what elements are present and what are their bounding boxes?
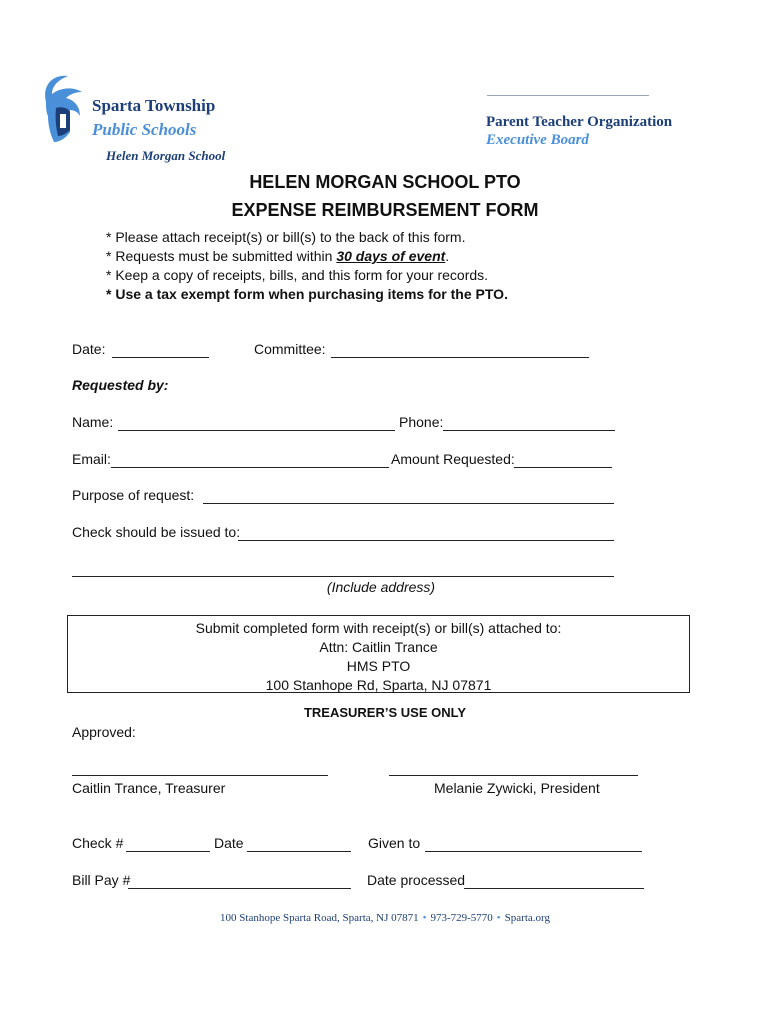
bill-pay-label: Bill Pay # — [72, 872, 131, 888]
name-label: Name: — [72, 414, 114, 430]
given-to-field[interactable] — [425, 851, 642, 852]
bill-pay-field[interactable] — [128, 888, 351, 889]
date-processed-label: Date processed — [367, 872, 466, 888]
amount-field[interactable] — [514, 467, 612, 468]
footer-phone: 973-729-5770 — [430, 912, 493, 924]
treasurer-heading: TREASURER’S USE ONLY — [303, 705, 467, 720]
date-label: Date: — [72, 341, 106, 357]
footer-site[interactable]: Sparta.org — [504, 912, 550, 924]
purpose-field[interactable] — [203, 503, 614, 504]
submit-line1: Submit completed form with receipt(s) or bill(s) attached to: — [195, 620, 562, 636]
email-field[interactable] — [111, 467, 389, 468]
include-address-note: (Include address) — [326, 579, 436, 595]
instructions — [106, 228, 508, 304]
president-signature-label: Melanie Zywicki, President — [434, 780, 600, 796]
instruction-4: * Use a tax exempt form when purchasing items for the PTO. — [106, 286, 508, 302]
submit-line2: Attn: Caitlin Trance — [319, 639, 438, 655]
requested-by-heading: Requested by: — [72, 377, 169, 393]
footer-separator: • — [496, 912, 501, 924]
phone-label: Phone: — [399, 414, 444, 430]
treasurer-date-label: Date — [214, 835, 244, 851]
submit-instructions-box — [67, 615, 690, 693]
check-issued-label: Check should be issued to: — [72, 524, 241, 540]
approved-label: Approved: — [72, 724, 136, 740]
instruction-1: * Please attach receipt(s) or bill(s) to the back of this form. — [106, 229, 466, 245]
footer — [0, 912, 770, 924]
email-label: Email: — [72, 451, 111, 467]
committee-field[interactable] — [331, 357, 589, 358]
instruction-2: * Requests must be submitted within 30 days of event. — [106, 248, 450, 264]
phone-field[interactable] — [443, 430, 615, 431]
submit-line4: 100 Stanhope Rd, Sparta, NJ 07871 — [265, 677, 492, 693]
footer-address: 100 Stanhope Sparta Road, Sparta, NJ 07871 — [220, 912, 419, 924]
district-name-line2: Public Schools — [92, 120, 197, 139]
submit-line3: HMS PTO — [346, 658, 411, 674]
treasurer-signature-label: Caitlin Trance, Treasurer — [72, 780, 226, 796]
header-rule — [487, 95, 649, 96]
date-processed-field[interactable] — [464, 888, 644, 889]
name-field[interactable] — [118, 430, 395, 431]
check-number-label: Check # — [72, 835, 124, 851]
treasurer-signature-line[interactable] — [72, 775, 328, 776]
pto-title: Parent Teacher Organization — [486, 114, 673, 130]
school-name: Helen Morgan School — [106, 148, 226, 163]
footer-separator: • — [422, 912, 427, 924]
treasurer-date-field[interactable] — [247, 851, 351, 852]
check-issued-field[interactable] — [238, 540, 614, 541]
form-title-line2: EXPENSE REIMBURSEMENT FORM — [231, 200, 539, 220]
amount-label: Amount Requested: — [391, 451, 515, 467]
committee-label: Committee: — [254, 341, 326, 357]
pto-subtitle: Executive Board — [486, 132, 589, 148]
form-title — [0, 168, 770, 224]
district-name-line1: Sparta Township — [92, 96, 216, 115]
deadline-emphasis: 30 days of event — [336, 248, 446, 264]
address-field[interactable] — [72, 576, 614, 577]
form-title-line1: HELEN MORGAN SCHOOL PTO — [249, 172, 521, 192]
president-signature-line[interactable] — [389, 775, 638, 776]
given-to-label: Given to — [368, 835, 421, 851]
check-number-field[interactable] — [126, 851, 210, 852]
purpose-label: Purpose of request: — [72, 487, 195, 503]
instruction-3: * Keep a copy of receipts, bills, and this form for your records. — [106, 267, 489, 283]
spartan-helmet-icon — [38, 72, 88, 144]
date-field[interactable] — [112, 357, 209, 358]
